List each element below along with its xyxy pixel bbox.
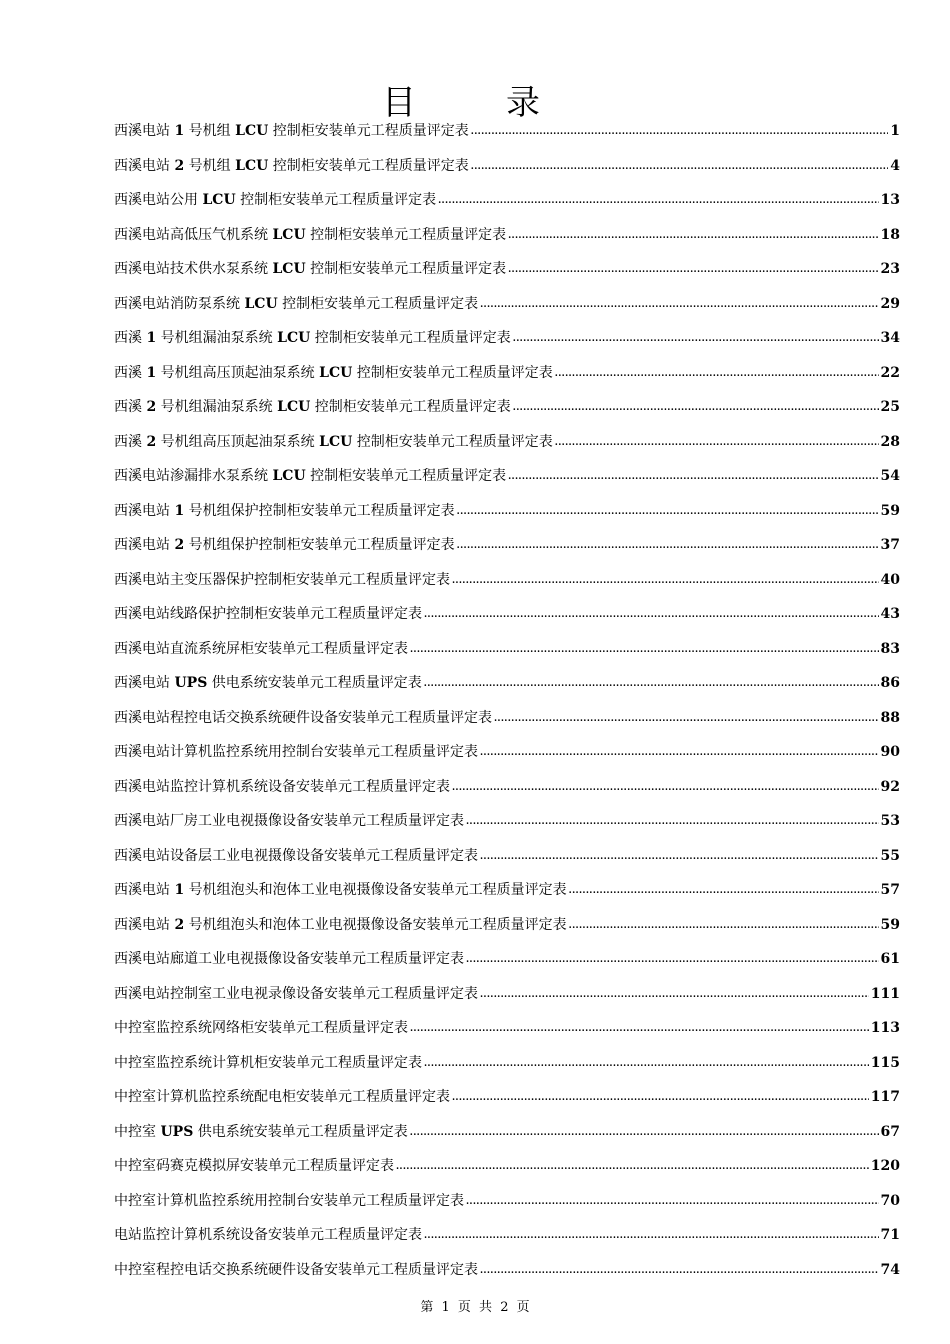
toc-entry[interactable] (114, 603, 900, 638)
toc-entry-page-number: 74 (880, 1261, 900, 1278)
toc-leader-dots (466, 950, 879, 966)
toc-entry[interactable] (114, 431, 900, 466)
toc-entry-label: 西溪电站 UPS 供电系统安装单元工程质量评定表 (114, 675, 422, 691)
toc-entry-page-number: 53 (880, 813, 900, 829)
toc-entry-page-number: 86 (880, 675, 900, 691)
toc-leader-dots (471, 122, 888, 138)
toc-entry[interactable] (114, 1017, 900, 1052)
toc-entry-page-number: 23 (880, 261, 900, 277)
toc-entry[interactable] (114, 707, 900, 742)
toc-entry-page-number: 59 (880, 916, 900, 933)
toc-entry-label: 西溪电站监控计算机系统设备安装单元工程质量评定表 (114, 778, 450, 795)
toc-entry-page-number: 67 (880, 1123, 900, 1140)
toc-entry-page-number: 70 (880, 1192, 900, 1209)
toc-leader-dots (396, 1157, 869, 1173)
toc-entry-page-number: 83 (880, 640, 900, 657)
toc-entry[interactable] (114, 983, 900, 1018)
toc-leader-dots (452, 571, 879, 587)
toc-entry-label: 西溪 2 号机组高压顶起油泵系统 LCU 控制柜安装单元工程质量评定表 (114, 433, 553, 450)
toc-leader-dots (457, 536, 879, 552)
toc-entry-label: 西溪电站厂房工业电视摄像设备安装单元工程质量评定表 (114, 813, 464, 829)
toc-entry-label: 西溪电站 2 号机组保护控制柜安装单元工程质量评定表 (114, 537, 455, 553)
toc-entry-label: 西溪电站线路保护控制柜安装单元工程质量评定表 (114, 606, 422, 622)
toc-entry[interactable] (114, 224, 900, 259)
toc-leader-dots (508, 226, 878, 242)
toc-entry-label: 中控室监控系统计算机柜安装单元工程质量评定表 (114, 1054, 422, 1071)
toc-leader-dots (555, 433, 879, 449)
toc-entry[interactable] (114, 396, 900, 431)
toc-entry-label: 西溪电站直流系统屏柜安装单元工程质量评定表 (114, 640, 408, 657)
toc-entry[interactable] (114, 120, 900, 155)
toc-entry-label: 西溪电站公用 LCU 控制柜安装单元工程质量评定表 (114, 192, 437, 208)
toc-entry-label: 西溪电站主变压器保护控制柜安装单元工程质量评定表 (114, 571, 450, 588)
toc-entry-page-number: 57 (880, 882, 900, 898)
toc-entry-page-number: 71 (880, 1227, 900, 1243)
toc-leader-dots (424, 605, 879, 621)
toc-leader-dots (508, 260, 878, 276)
toc-entry-page-number: 120 (870, 1158, 900, 1174)
toc-leader-dots (480, 295, 878, 311)
toc-leader-dots (457, 502, 879, 518)
toc-entry[interactable] (114, 569, 900, 604)
toc-entry-page-number: 40 (880, 571, 900, 588)
toc-leader-dots (555, 364, 879, 380)
toc-leader-dots (480, 1261, 879, 1277)
toc-leader-dots (466, 1192, 879, 1208)
toc-entry-label: 西溪电站 2 号机组泡头和泡体工业电视摄像设备安装单元工程质量评定表 (114, 916, 567, 933)
toc-entry[interactable] (114, 327, 900, 362)
toc-entry-page-number: 117 (870, 1089, 900, 1105)
toc-entry-page-number: 34 (880, 330, 900, 346)
toc-entry-page-number: 43 (880, 606, 900, 622)
toc-leader-dots (424, 674, 879, 690)
toc-entry-label: 西溪电站技术供水泵系统 LCU 控制柜安装单元工程质量评定表 (114, 261, 507, 277)
toc-entry-label: 西溪电站消防泵系统 LCU 控制柜安装单元工程质量评定表 (114, 295, 479, 312)
toc-entry[interactable] (114, 1190, 900, 1225)
toc-entry-page-number: 18 (880, 226, 900, 243)
page-footer: 第 1 页 共 2 页 (420, 1300, 530, 1315)
toc-entry[interactable] (114, 465, 900, 500)
toc-entry-page-number: 28 (880, 433, 900, 450)
toc-entry[interactable] (114, 293, 900, 328)
toc-entry-label: 西溪电站 1 号机组保护控制柜安装单元工程质量评定表 (114, 502, 455, 519)
toc-entry[interactable] (114, 534, 900, 569)
toc-entry-label: 西溪电站 2 号机组 LCU 控制柜安装单元工程质量评定表 (114, 157, 469, 174)
toc-leader-dots (438, 191, 878, 207)
toc-entry-page-number: 22 (880, 364, 900, 381)
toc-entry-page-number: 54 (880, 468, 900, 484)
toc-entry-page-number: 59 (880, 502, 900, 519)
toc-entry[interactable] (114, 638, 900, 673)
toc-entry-label: 西溪电站计算机监控系统用控制台安装单元工程质量评定表 (114, 744, 478, 760)
table-of-contents (114, 120, 900, 1293)
toc-entry-label: 中控室 UPS 供电系统安装单元工程质量评定表 (114, 1123, 408, 1140)
toc-entry-page-number: 61 (880, 951, 900, 967)
toc-leader-dots (513, 329, 879, 345)
toc-leader-dots (424, 1054, 869, 1070)
toc-entry[interactable] (114, 741, 900, 776)
page-title: 目 录 (382, 82, 568, 123)
toc-entry[interactable] (114, 914, 900, 949)
toc-entry[interactable] (114, 776, 900, 811)
toc-entry-page-number: 111 (870, 985, 900, 1002)
toc-entry-label: 西溪电站程控电话交换系统硬件设备安装单元工程质量评定表 (114, 709, 492, 726)
toc-entry-label: 西溪 2 号机组漏油泵系统 LCU 控制柜安装单元工程质量评定表 (114, 399, 511, 415)
toc-entry-page-number: 92 (880, 778, 900, 795)
toc-leader-dots (410, 1123, 879, 1139)
toc-entry-label: 西溪电站 1 号机组泡头和泡体工业电视摄像设备安装单元工程质量评定表 (114, 882, 567, 898)
toc-entry-page-number: 1 (890, 123, 900, 139)
toc-entry[interactable] (114, 258, 900, 293)
toc-leader-dots (471, 157, 888, 173)
toc-entry[interactable] (114, 155, 900, 190)
toc-leader-dots (480, 847, 879, 863)
toc-entry-label: 西溪电站廊道工业电视摄像设备安装单元工程质量评定表 (114, 951, 464, 967)
toc-entry-label: 中控室程控电话交换系统硬件设备安装单元工程质量评定表 (114, 1261, 478, 1278)
toc-entry-label: 西溪电站控制室工业电视录像设备安装单元工程质量评定表 (114, 985, 478, 1002)
toc-entry[interactable] (114, 1086, 900, 1121)
toc-entry-label: 电站监控计算机系统设备安装单元工程质量评定表 (114, 1227, 422, 1243)
toc-leader-dots (494, 709, 879, 725)
toc-entry-label: 中控室计算机监控系统配电柜安装单元工程质量评定表 (114, 1089, 450, 1105)
toc-entry-label: 西溪 1 号机组高压顶起油泵系统 LCU 控制柜安装单元工程质量评定表 (114, 364, 553, 381)
toc-leader-dots (424, 1226, 879, 1242)
toc-entry-page-number: 90 (880, 744, 900, 760)
toc-entry-page-number: 55 (880, 847, 900, 864)
toc-entry[interactable] (114, 672, 900, 707)
toc-entry[interactable] (114, 1259, 900, 1294)
toc-leader-dots (452, 1088, 869, 1104)
toc-leader-dots (410, 1019, 869, 1035)
toc-leader-dots (410, 640, 879, 656)
toc-entry-label: 中控室监控系统网络柜安装单元工程质量评定表 (114, 1020, 408, 1036)
toc-entry-page-number: 88 (880, 709, 900, 726)
toc-leader-dots (480, 985, 869, 1001)
toc-entry-page-number: 4 (890, 157, 900, 174)
toc-leader-dots (569, 916, 879, 932)
toc-leader-dots (513, 398, 879, 414)
toc-entry[interactable] (114, 1121, 900, 1156)
toc-leader-dots (508, 467, 878, 483)
toc-entry[interactable] (114, 1155, 900, 1190)
toc-entry-label: 中控室计算机监控系统用控制台安装单元工程质量评定表 (114, 1192, 464, 1209)
toc-entry[interactable] (114, 362, 900, 397)
toc-entry-label: 西溪电站渗漏排水泵系统 LCU 控制柜安装单元工程质量评定表 (114, 468, 507, 484)
toc-entry-label: 西溪电站设备层工业电视摄像设备安装单元工程质量评定表 (114, 847, 478, 864)
toc-entry[interactable] (114, 810, 900, 845)
toc-leader-dots (480, 743, 879, 759)
toc-entry[interactable] (114, 948, 900, 983)
toc-leader-dots (452, 778, 879, 794)
toc-entry[interactable] (114, 845, 900, 880)
toc-entry-label: 西溪电站高低压气机系统 LCU 控制柜安装单元工程质量评定表 (114, 226, 507, 243)
toc-leader-dots (569, 881, 879, 897)
toc-entry[interactable] (114, 500, 900, 535)
toc-entry[interactable] (114, 879, 900, 914)
toc-entry-page-number: 29 (880, 295, 900, 312)
toc-entry-page-number: 25 (880, 399, 900, 415)
toc-entry-label: 西溪 1 号机组漏油泵系统 LCU 控制柜安装单元工程质量评定表 (114, 330, 511, 346)
toc-entry-label: 中控室码赛克模拟屏安装单元工程质量评定表 (114, 1158, 394, 1174)
toc-entry-page-number: 115 (870, 1054, 900, 1071)
toc-entry[interactable] (114, 189, 900, 224)
toc-entry-page-number: 37 (880, 537, 900, 553)
toc-entry[interactable] (114, 1052, 900, 1087)
toc-entry-page-number: 113 (870, 1020, 900, 1036)
toc-entry-label: 西溪电站 1 号机组 LCU 控制柜安装单元工程质量评定表 (114, 123, 469, 139)
toc-entry[interactable] (114, 1224, 900, 1259)
toc-entry-page-number: 13 (880, 192, 900, 208)
toc-leader-dots (466, 812, 879, 828)
